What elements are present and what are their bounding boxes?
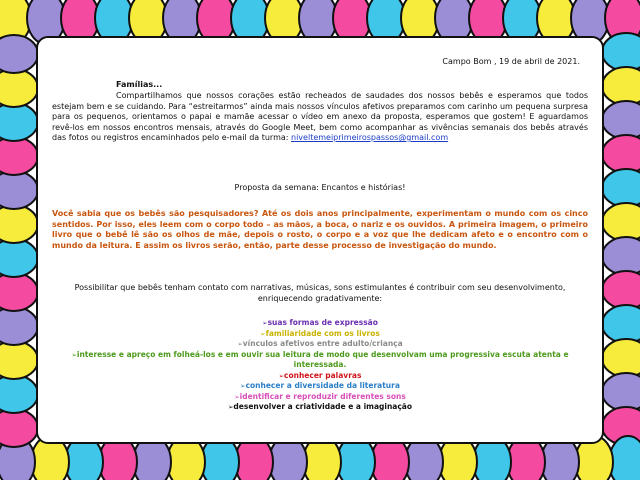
benefit-text: familiaridade com os livros <box>265 328 380 338</box>
benefit-text: suas formas de expressão <box>267 318 378 327</box>
border-scallop <box>602 339 640 377</box>
benefit-item <box>52 350 588 371</box>
benefit-text: identificar e reproduzir diferentes sons <box>239 391 406 401</box>
border-scallop <box>602 237 640 275</box>
benefit-item <box>52 318 588 329</box>
border-scallop <box>602 271 640 309</box>
border-scallop <box>602 203 640 241</box>
email-link[interactable]: niveltemeiprimeirospassos@gmail.com <box>291 133 449 142</box>
greeting: Famílias... <box>116 80 163 89</box>
letter-date: Campo Bom , 19 de abril de 2021. <box>442 57 580 66</box>
border-scallop <box>0 307 38 345</box>
benefit-text: desenvolver a criatividade e a imaginação <box>233 402 413 411</box>
border-scallop <box>0 341 38 379</box>
benefits-list <box>52 318 588 413</box>
arrow-bullet-icon: ➢ <box>278 371 285 380</box>
intro-body: Compartilhamos que nossos corações estão recheados de saudades dos nossos bebês e esperamos que todos estejam bem e se cuidando. Para “estreitarmos” ainda mais nossos vínculos afetivos preparamos com carinho um pequena surpresa para os pequenos, orientamos o papai e mamãe acessar o vídeo em anexo da proposta, esperamos que gostem! E aguardamos revê-los em nossos encontros mensais, através do Google Meet, bem como acompanhar as vivências semanais dos bebês através das fotos ou registros encaminhados pelo e-mail da turma: <box>52 91 588 142</box>
benefit-item <box>52 339 588 350</box>
arrow-bullet-icon: ➢ <box>71 350 77 359</box>
arrow-bullet-icon: ➢ <box>260 329 266 338</box>
arrow-bullet-icon: ➢ <box>237 340 243 348</box>
did-you-know-paragraph: Você sabia que os bebês são pesquisadores? Até os dois anos principalmente, experimentam o mundo com os cinco sentidos. Por isso, eles leem com o corpo todo – as mãos, a boca, o nariz e os ouvidos. A primeira imagem, o primeiro livro que o bebê lê são os olhos de mãe, depois o rosto, o corpo e a voz que lhe dedicam afeto e o encontro com o mundo da leitura. E assim os livros serão, então, parte desse processo de investigação do mundo. <box>52 209 588 250</box>
border-scallop <box>0 171 38 209</box>
benefit-item <box>52 371 588 382</box>
intro-paragraph <box>52 91 588 144</box>
border-scallop <box>602 135 640 173</box>
border-scallop <box>0 239 38 277</box>
border-scallop <box>0 35 38 73</box>
benefit-text: conhecer palavras <box>284 370 362 380</box>
border-scallop <box>0 375 38 413</box>
proposal-heading: Proposta da semana: Encantos e histórias! <box>234 183 406 192</box>
benefit-text: interesse e apreço em folheá-los e em ouvir sua leitura de modo que desenvolvam uma progressiva escuta atenta e interessada. <box>76 349 569 369</box>
border-scallop <box>602 305 640 343</box>
border-scallop <box>0 205 38 243</box>
border-scallop <box>0 273 38 311</box>
border-scallop <box>602 169 640 207</box>
border-scallop <box>0 137 38 175</box>
border-scallop <box>0 69 38 107</box>
arrow-bullet-icon: ➢ <box>234 392 240 401</box>
arrow-bullet-icon: ➢ <box>262 319 268 327</box>
border-scallop <box>602 67 640 105</box>
border-scallop <box>602 33 640 71</box>
arrow-bullet-icon: ➢ <box>240 382 246 390</box>
border-scallop <box>602 373 640 411</box>
benefit-text: vínculos afetivos entre adulto/criança <box>242 339 403 348</box>
benefit-item <box>52 329 588 340</box>
benefit-item <box>52 392 588 403</box>
benefit-text: conhecer a diversidade da literatura <box>245 381 400 390</box>
arrow-bullet-icon: ➢ <box>227 403 234 411</box>
benefit-item <box>52 402 588 413</box>
benefit-item <box>52 381 588 392</box>
border-scallop <box>0 409 38 447</box>
border-scallop <box>602 101 640 139</box>
border-scallop <box>0 103 38 141</box>
possibilitate-paragraph: Possibilitar que bebês tenham contato com narrativas, músicas, sons estimulantes é contribuir com seu desenvolvimento, enriquecendo gradativamente: <box>74 283 566 303</box>
